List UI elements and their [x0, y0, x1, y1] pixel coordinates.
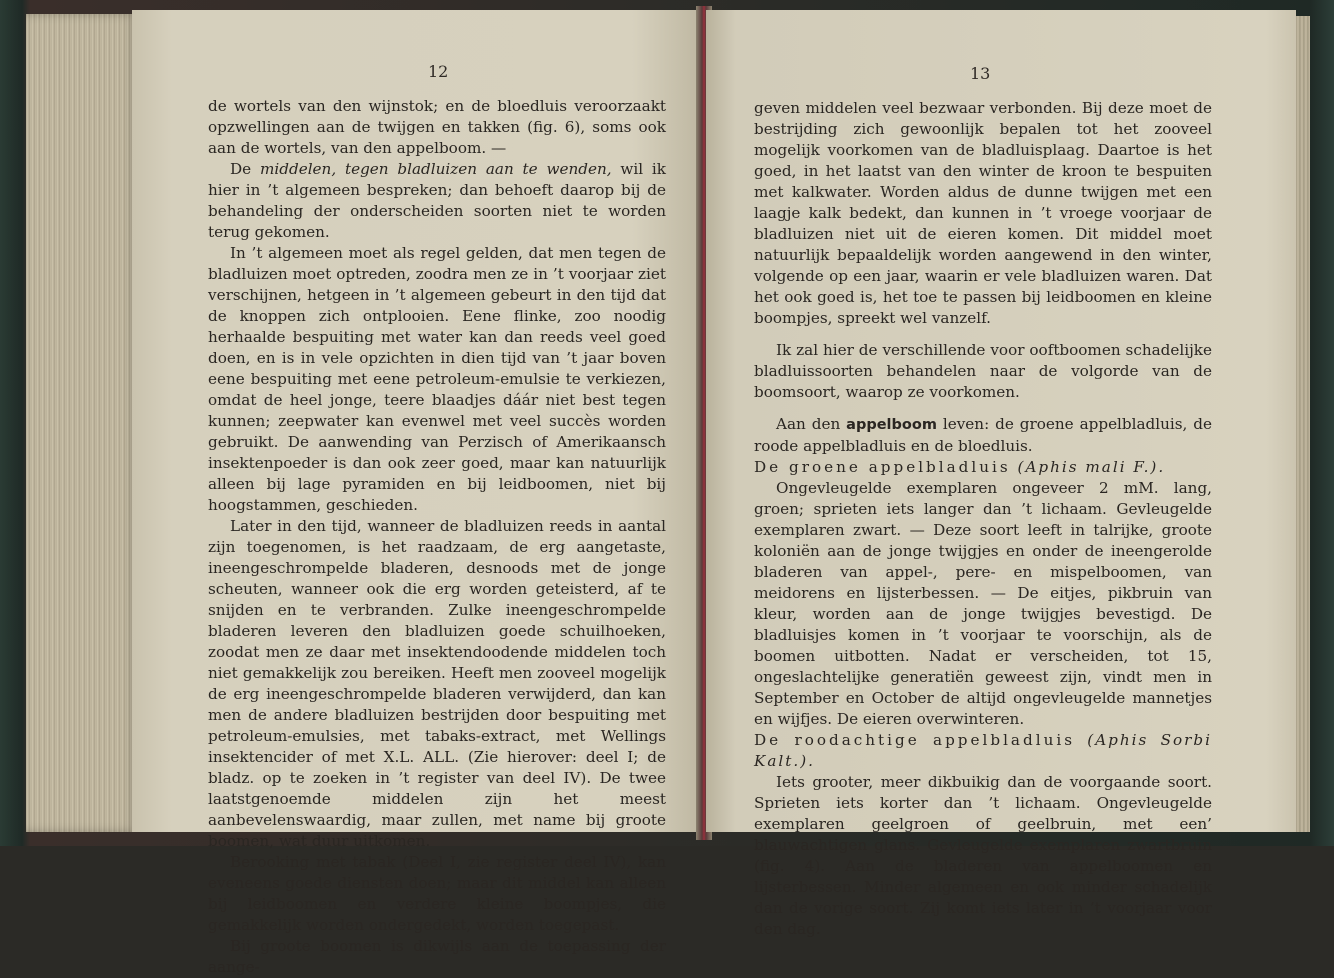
paragraph: [208, 159, 666, 243]
text-run: De: [230, 160, 252, 178]
italic-phrase: middelen, tegen bladluizen aan te wenden,: [260, 160, 612, 178]
paragraph: Bij groote boomen is dikwijls aan de toepassing der aange-: [208, 937, 666, 976]
paragraph: Ik zal hier de verschillende voor ooftboomen schadelijke bladluissoorten behandelen naar de volgorde van de boomsoort, waarop ze voorkomen.: [754, 341, 1212, 401]
paragraph: Iets grooter, meer dikbuikig dan de voorgaande soort. Sprieten iets korter dan ’t lichaam. Ongevleugelde exemplaren geelgroen of geelbruin, met een’ blauwachtigen glans. Gevleugelde exemplaren zwartbruin (fig. 4). Aan de bladeren van appelboomen en lijsterbessen. Minder algemeen en ook minder schadelijk dan de vorige soort. Zij komt iets later in ’t voorjaar voor den dag.: [754, 773, 1212, 938]
paragraph: Ongevleugelde exemplaren ongeveer 2 mM. lang, groen; sprieten iets langer dan ’t lichaam. Gevleugelde exemplaren zwart. — Deze soort leeft in talrijke, groote koloniën aan de jonge twijgjes en onder de ineengerolde bladeren van appel-, pere- en mispelboomen, van meidorens en lijsterbessen. — De eitjes, pikbruin van kleur, worden aan de jonge twijgjes bevestigd. De bladluisjes komen in ’t voorjaar te voorschijn, als de boomen uitbotten. Nadat er verscheiden, tot 15, ongeslachtelijke generatiën geweest zijn, vindt men in September en October de altijd ongevleugelde mannetjes en wijfjes. De eieren overwinteren.: [754, 479, 1212, 728]
heading-species: (Aphis mali F.).: [1017, 458, 1166, 476]
heading-species: (Aphis Sorbi Kalt.).: [754, 731, 1212, 770]
paragraph: Later in den tijd, wanneer de bladluizen reeds in aantal zijn toegenomen, is het raadzaam, de erg aangetaste, ineengeschrompelde bladeren, desnoods met de jonge scheuten, wanneer ook die erg worden geteisterd, af te snijden en te verbranden. Zulke ineengeschrompelde bladeren leveren den bladluizen goede schuilhoeken, zoodat men ze daar met insektendoodende middelen toch niet gemakkelijk zou bereiken. Heeft men zooveel mogelijk de erg ineengeschrompelde bladeren verwijderd, dan kan men de andere bladluizen bestrijden door bespuiting met petroleum-emulsies, met tabaks-extract, met Wellings insektencider of met X.L. ALL. (Zie hierover: deel I; de bladz. op te zoeken in ’t register van deel IV). De twee laatstgenoemde middelen zijn het meest aanbevelenswaardig, maar zullen, met name bij groote boomen, wat duur uitkomen.: [208, 517, 666, 850]
paragraph: Berooking met tabak (Deel I, zie register deel IV), kan eveneens goede diensten doen; maar dit middel kan alleen bij leidboomen en verdere kleine boompjes, die gemakkelijk worden ondergedekt, worden toegepast.: [208, 853, 666, 934]
bold-term: appelboom: [846, 417, 937, 433]
right-page: [706, 10, 1296, 938]
left-page: [132, 10, 700, 976]
page-number-left: 12: [428, 62, 449, 81]
heading-title: De groene appelbladluis: [754, 458, 1011, 476]
page-edges-right: [1296, 16, 1310, 832]
text-run: Aan den: [776, 415, 841, 433]
section-heading: [754, 457, 1212, 478]
heading-title: De roodachtige appelbladluis: [754, 731, 1075, 749]
text-run: wil ik hier in ’t algemeen bespreken; dan behoeft daarop bij de behandeling der onderscheiden soorten niet te worden terug gekomen.: [208, 160, 666, 241]
text-run: leven: de groene appelbladluis, de roode appelbladluis en de bloedluis.: [754, 415, 1213, 455]
right-page-text: [754, 98, 1212, 940]
paragraph: In ’t algemeen moet als regel gelden, dat men tegen de bladluizen moet optreden, zoodra men ze in ’t voorjaar ziet verschijnen, hetgeen in ’t algemeen gebeurt in den tijd dat de knoppen zich ontplooien. Eene flinke, zoo noodig herhaalde bespuiting met water kan dan reeds veel goed doen, en is in vele opzichten in dien tijd van ’t jaar boven eene bespuiting met eene petroleum-emulsie te verkiezen, omdat de heel jonge, teere blaadjes dáár niet best tegen kunnen; zeepwater kan evenwel met veel succès worden gebruikt. De aanwending van Perzisch of Amerikaansch insektenpoeder is dan ook zeer goed, maar kan natuurlijk alleen bij lage pyramiden en bij leidboomen, niet bij hoogstammen, geschieden.: [208, 244, 666, 514]
section-heading: [754, 730, 1212, 772]
page-number-right: 13: [970, 64, 991, 83]
paragraph: geven middelen veel bezwaar verbonden. Bij deze moet de bestrijding zich gewoonlijk bepalen tot het zooveel mogelijk voorkomen van de bladluisplaag. Daartoe is het goed, in het laatst van den winter de kroon te bespuiten met kalkwater. Worden aldus de dunne twijgen met een laagje kalk bedekt, dan kunnen in ’t vroege voorjaar de bladluizen niet uit de eieren komen. Dit middel moet natuurlijk bepaaldelijk worden aangewend in den winter, volgende op een jaar, waarin er vele bladluizen waren. Dat het ook goed is, het toe te passen bij leidboomen en kleine boompjes, spreekt wel vanzelf.: [754, 99, 1212, 327]
paragraph: de wortels van den wijnstok; en de bloedluis veroorzaakt opzwellingen aan de twijgen en takken (fig. 6), soms ook aan de wortels, van den appelboom. —: [208, 97, 666, 157]
paragraph: [754, 414, 1212, 457]
page-edges-left: [26, 14, 138, 832]
